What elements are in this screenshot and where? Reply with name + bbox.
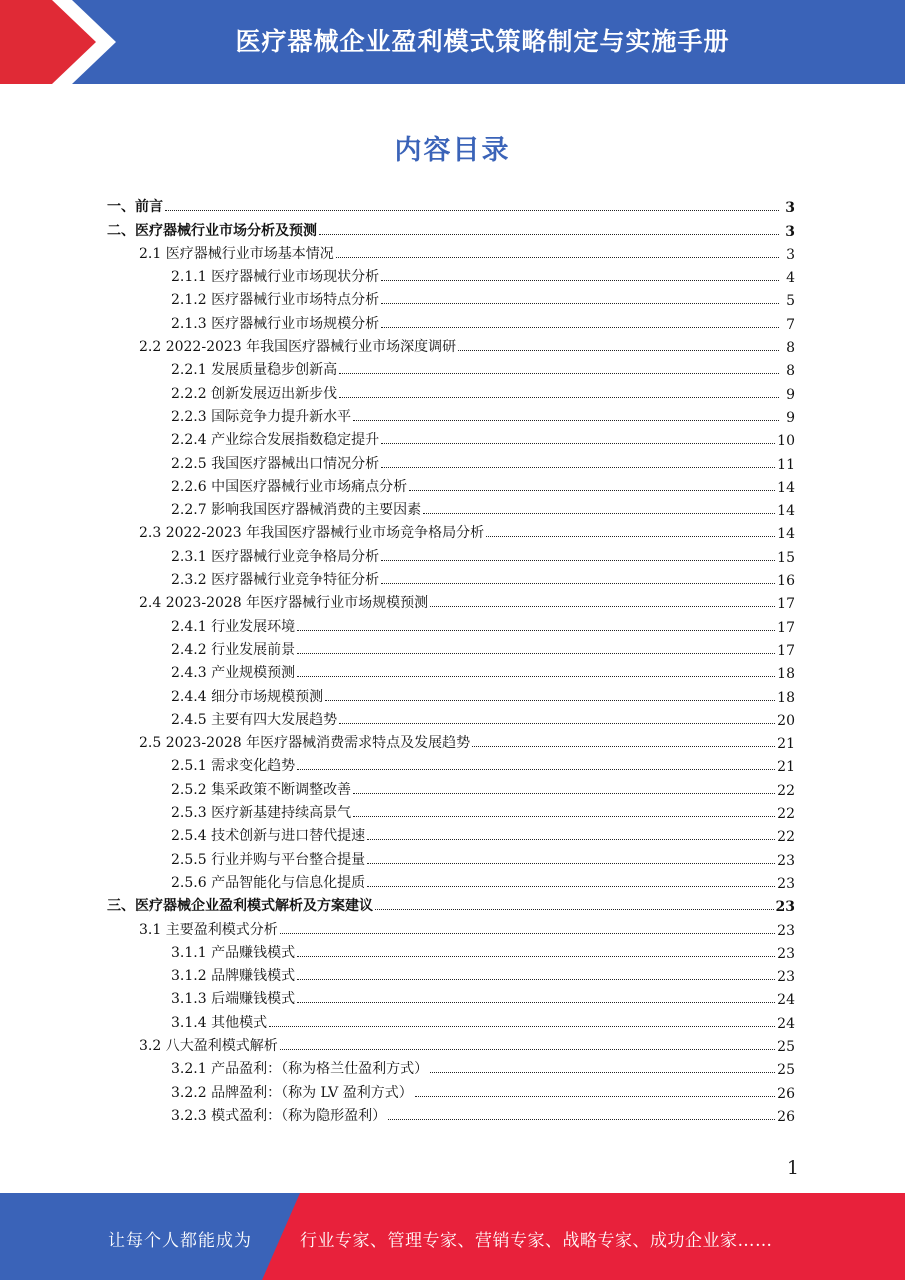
toc-entry-text: 2.2 2022-2023 年我国医疗器械行业市场深度调研 — [139, 339, 457, 356]
toc-dot-leader — [367, 839, 775, 840]
toc-entry[interactable] — [107, 379, 795, 402]
toc-entry-page: 17 — [777, 596, 795, 613]
toc-entry-text: 2.5.5 行业并购与平台整合提量 — [171, 851, 366, 868]
toc-entry-page: 14 — [777, 503, 795, 520]
toc-entry-page: 4 — [786, 270, 795, 287]
toc-entry-page: 8 — [786, 340, 795, 357]
toc-entry-text: 3.1.2 品牌赚钱模式 — [171, 968, 296, 985]
toc-dot-leader — [430, 1072, 775, 1073]
toc-entry[interactable] — [107, 240, 795, 263]
toc-entry-text: 3.2.1 产品盈利：（称为格兰仕盈利方式） — [171, 1061, 429, 1078]
toc-entry-page: 17 — [777, 619, 795, 636]
toc-entry-text: 3.1 主要盈利模式分析 — [139, 921, 278, 938]
toc-entry-text: 2.3 2022-2023 年我国医疗器械行业市场竞争格局分析 — [139, 525, 485, 542]
toc-entry-text: 2.3.1 医疗器械行业竞争格局分析 — [171, 548, 380, 565]
toc-entry[interactable] — [107, 682, 795, 705]
toc-entry-page: 25 — [777, 1038, 795, 1055]
toc-entry-text: 3.1.3 后端赚钱模式 — [171, 991, 296, 1008]
toc-entry-text: 2.1 医疗器械行业市场基本情况 — [139, 245, 334, 262]
toc-entry-page: 9 — [786, 409, 795, 426]
toc-entry[interactable] — [107, 519, 795, 542]
toc-entry-text: 2.2.6 中国医疗器械行业市场痛点分析 — [171, 478, 408, 495]
toc-entry[interactable] — [107, 1032, 795, 1055]
header-title: 医疗器械企业盈利模式策略制定与实施手册 — [235, 27, 730, 56]
toc-entry-page: 7 — [786, 316, 795, 333]
toc-entry-page: 23 — [777, 875, 795, 892]
toc-entry-text: 2.4 2023-2028 年医疗器械行业市场规模预测 — [139, 595, 429, 612]
toc-entry[interactable] — [107, 216, 795, 239]
toc-dot-leader — [458, 350, 779, 351]
toc-dot-leader — [423, 513, 775, 514]
toc-entry[interactable] — [107, 426, 795, 449]
toc-dot-leader — [381, 560, 775, 561]
toc-entry-text: 2.5.3 医疗新基建持续高景气 — [171, 805, 352, 822]
toc-entry[interactable] — [107, 449, 795, 472]
toc-dot-leader — [375, 909, 774, 910]
toc-entry[interactable] — [107, 1102, 795, 1125]
toc-entry-page: 24 — [777, 992, 795, 1009]
toc-entry[interactable] — [107, 962, 795, 985]
toc-entry[interactable] — [107, 636, 795, 659]
toc-entry-text: 2.1.2 医疗器械行业市场特点分析 — [171, 292, 380, 309]
toc-entry-text: 2.4.2 行业发展前景 — [171, 641, 296, 658]
toc-entry-page: 26 — [777, 1108, 795, 1125]
toc-dot-leader — [339, 723, 775, 724]
toc-entry-text: 2.4.1 行业发展环境 — [171, 618, 296, 635]
toc-entry[interactable] — [107, 193, 795, 216]
toc-entry-page: 8 — [786, 363, 795, 380]
toc-entry-text: 2.4.4 细分市场规模预测 — [171, 688, 324, 705]
toc-entry-text: 2.1.3 医疗器械行业市场规模分析 — [171, 315, 380, 332]
footer-slogan-left: 让每个人都能成为 — [108, 1231, 252, 1251]
page-number: 1 — [786, 1157, 799, 1179]
toc-dot-leader — [336, 257, 779, 258]
toc-entry-text: 2.5.1 需求变化趋势 — [171, 758, 296, 775]
toc-entry-text: 三、医疗器械企业盈利模式解析及方案建议 — [107, 898, 373, 915]
toc-entry[interactable] — [107, 845, 795, 868]
toc-entry-text: 一、前言 — [107, 199, 163, 216]
toc-dot-leader — [367, 886, 775, 887]
toc-entry-page: 3 — [785, 223, 795, 240]
toc-entry[interactable] — [107, 799, 795, 822]
toc-entry-page: 23 — [777, 922, 795, 939]
toc-dot-leader — [269, 1026, 775, 1027]
toc-entry-page: 23 — [777, 969, 795, 986]
toc-entry[interactable] — [107, 752, 795, 775]
toc-entry[interactable] — [107, 1008, 795, 1031]
toc-dot-leader — [353, 793, 775, 794]
toc-entry-page: 18 — [777, 666, 795, 683]
toc-dot-leader — [353, 420, 779, 421]
toc-dot-leader — [339, 397, 779, 398]
toc-dot-leader — [381, 583, 775, 584]
toc-entry-page: 9 — [786, 386, 795, 403]
toc-entry-page: 16 — [777, 573, 795, 590]
toc-entry-text: 2.3.2 医疗器械行业竞争特征分析 — [171, 572, 380, 589]
toc-entry-page: 25 — [777, 1062, 795, 1079]
page-footer — [0, 1193, 905, 1280]
page-header — [0, 0, 905, 84]
toc-entry[interactable] — [107, 496, 795, 519]
toc-dot-leader — [165, 210, 779, 211]
toc-entry-text: 3.1.4 其他模式 — [171, 1014, 268, 1031]
toc-entry-page: 10 — [777, 433, 795, 450]
toc-entry-page: 14 — [777, 526, 795, 543]
toc-entry[interactable] — [107, 286, 795, 309]
toc-entry[interactable] — [107, 729, 795, 752]
toc-entry-page: 22 — [777, 829, 795, 846]
table-of-contents — [107, 193, 795, 1125]
toc-entry[interactable] — [107, 542, 795, 565]
toc-entry-page: 22 — [777, 782, 795, 799]
toc-entry-page: 3 — [785, 200, 795, 217]
toc-dot-leader — [297, 769, 775, 770]
toc-entry[interactable] — [107, 403, 795, 426]
toc-entry-page: 5 — [786, 293, 795, 310]
toc-entry-text: 3.2.2 品牌盈利：（称为 LV 盈利方式） — [171, 1084, 413, 1101]
toc-entry[interactable] — [107, 589, 795, 612]
footer-slogan-right: 行业专家、管理专家、营销专家、战略专家、成功企业家…… — [300, 1231, 773, 1251]
toc-entry-text: 3.2.3 模式盈利：（称为隐形盈利） — [171, 1107, 387, 1124]
toc-entry[interactable] — [107, 263, 795, 286]
toc-dot-leader — [297, 630, 775, 631]
toc-dot-leader — [388, 1119, 775, 1120]
toc-entry[interactable] — [107, 939, 795, 962]
toc-entry[interactable] — [107, 1078, 795, 1101]
toc-entry-text: 2.2.7 影响我国医疗器械消费的主要因素 — [171, 502, 422, 519]
toc-dot-leader — [430, 606, 775, 607]
toc-entry-text: 2.2.1 发展质量稳步创新高 — [171, 362, 338, 379]
toc-entry[interactable] — [107, 1055, 795, 1078]
toc-entry-page: 14 — [777, 479, 795, 496]
toc-entry-page: 11 — [777, 456, 795, 473]
toc-dot-leader — [381, 467, 775, 468]
toc-entry-text: 2.2.4 产业综合发展指数稳定提升 — [171, 432, 380, 449]
toc-entry-page: 23 — [775, 899, 795, 916]
toc-entry[interactable] — [107, 659, 795, 682]
toc-entry[interactable] — [107, 822, 795, 845]
toc-dot-leader — [486, 536, 775, 537]
toc-entry-text: 二、医疗器械行业市场分析及预测 — [107, 222, 317, 239]
toc-dot-leader — [353, 816, 775, 817]
toc-entry-text: 2.5.6 产品智能化与信息化提质 — [171, 874, 366, 891]
toc-entry-page: 22 — [777, 806, 795, 823]
toc-dot-leader — [297, 979, 775, 980]
toc-entry[interactable] — [107, 473, 795, 496]
toc-dot-leader — [325, 700, 775, 701]
toc-entry-page: 26 — [777, 1085, 795, 1102]
toc-entry-text: 2.1.1 医疗器械行业市场现状分析 — [171, 269, 380, 286]
toc-dot-leader — [297, 676, 775, 677]
toc-entry[interactable] — [107, 869, 795, 892]
toc-dot-leader — [339, 373, 779, 374]
toc-entry-page: 15 — [777, 549, 795, 566]
toc-entry-text: 2.4.3 产业规模预测 — [171, 665, 296, 682]
toc-entry-text: 2.5.2 集采政策不断调整改善 — [171, 781, 352, 798]
toc-entry[interactable] — [107, 775, 795, 798]
toc-entry-text: 2.2.2 创新发展迈出新步伐 — [171, 385, 338, 402]
toc-dot-leader — [409, 490, 775, 491]
toc-dot-leader — [381, 280, 779, 281]
toc-entry-page: 18 — [777, 689, 795, 706]
toc-entry[interactable] — [107, 566, 795, 589]
toc-entry-page: 21 — [777, 736, 795, 753]
toc-entry[interactable] — [107, 309, 795, 332]
toc-entry[interactable] — [107, 612, 795, 635]
toc-title: 内容目录 — [394, 135, 511, 166]
toc-entry-text: 3.1.1 产品赚钱模式 — [171, 944, 296, 961]
toc-dot-leader — [381, 443, 775, 444]
toc-entry-text: 2.2.5 我国医疗器械出口情况分析 — [171, 455, 380, 472]
toc-entry[interactable] — [107, 333, 795, 356]
toc-entry[interactable] — [107, 356, 795, 379]
toc-entry-page: 17 — [777, 642, 795, 659]
toc-dot-leader — [297, 653, 775, 654]
toc-entry-text: 2.2.3 国际竞争力提升新水平 — [171, 408, 352, 425]
header-red-arrow-decoration — [0, 0, 112, 84]
toc-dot-leader — [319, 234, 779, 235]
toc-dot-leader — [297, 956, 775, 957]
toc-entry-page: 23 — [777, 945, 795, 962]
toc-entry-page: 20 — [777, 712, 795, 729]
toc-dot-leader — [415, 1096, 775, 1097]
toc-dot-leader — [280, 933, 775, 934]
toc-entry[interactable] — [107, 892, 795, 915]
toc-entry-text: 2.5.4 技术创新与进口替代提速 — [171, 828, 366, 845]
toc-entry[interactable] — [107, 706, 795, 729]
toc-dot-leader — [381, 303, 779, 304]
toc-entry[interactable] — [107, 915, 795, 938]
toc-entry-page: 21 — [777, 759, 795, 776]
toc-entry-page: 24 — [777, 1015, 795, 1032]
toc-entry[interactable] — [107, 985, 795, 1008]
toc-dot-leader — [280, 1049, 775, 1050]
toc-entry-page: 3 — [786, 246, 795, 263]
toc-dot-leader — [297, 1002, 775, 1003]
toc-dot-leader — [472, 746, 775, 747]
toc-entry-page: 23 — [777, 852, 795, 869]
toc-entry-text: 3.2 八大盈利模式解析 — [139, 1037, 278, 1054]
toc-dot-leader — [381, 327, 779, 328]
toc-entry-text: 2.5 2023-2028 年医疗器械消费需求特点及发展趋势 — [139, 735, 471, 752]
toc-entry-text: 2.4.5 主要有四大发展趋势 — [171, 711, 338, 728]
toc-dot-leader — [367, 863, 775, 864]
